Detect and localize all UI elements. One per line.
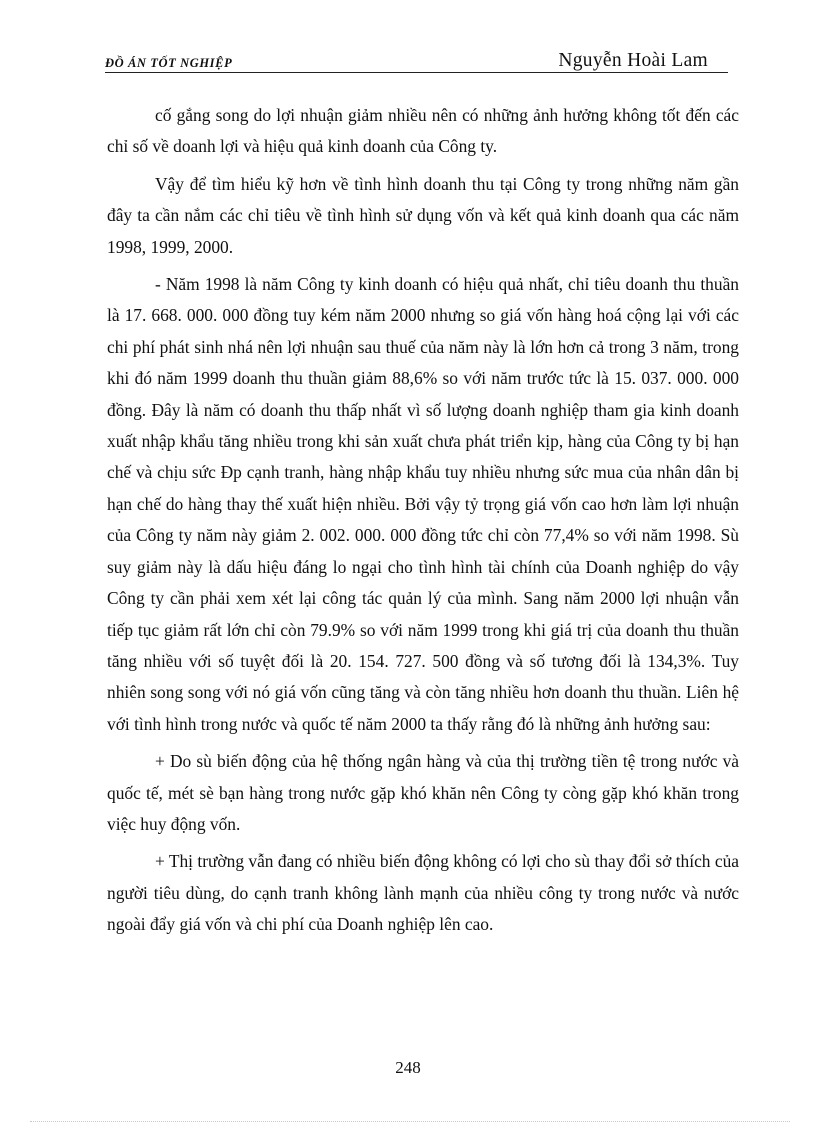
page-header <box>105 44 728 73</box>
paragraph-4: + Do sù biến động của hệ thống ngân hàng và của thị trường tiền tệ trong nước và quốc tế, mét sè bạn hàng trong nước gặp khó khăn nên Công ty còng gặp khó khăn trong việc huy động vốn. <box>107 751 739 834</box>
paragraph-5: + Thị trường vẫn đang có nhiều biến động không có lợi cho sù thay đổi sở thích của người tiêu dùng, do cạnh tranh không lành mạnh của nhiều công ty trong nước và nước ngoài đẩy giá vốn và chi phí của Doanh nghiệp lên cao. <box>107 851 739 935</box>
paragraph-3: - Năm 1998 là năm Công ty kinh doanh có hiệu quả nhất, chỉ tiêu doanh thu thuần là 17. 668. 000. 000 đồng tuy kém năm 2000 nhưng so giá vốn hàng hoá cộng lại với các chi phí phát sinh nhá nên lợi nhuận sau thuế của năm này là lớn hơn cả trong 3 năm, trong khi đó năm 1999 doanh thu thuần giảm 88,6% so với năm trước tức là 15. 037. 000. 000 đồng. Đây là năm có doanh thu thấp nhất vì số lượng doanh nghiệp tham gia kinh doanh xuất nhập khẩu tăng nhiều trong khi sản xuất chưa phát triển kịp, hàng của Công ty bị hạn chế và chịu sức Đp cạnh tranh, hàng nhập khẩu tuy nhiều nhưng sức mua của nhân dân bị hạn chế do hàng thay thế xuất hiện nhiều. Bởi vậy tỷ trọng giá vốn cao hơn làm lợi nhuận của Công ty năm này giảm 2. 002. 000. 000 đồng tức chỉ còn 77,4% so với năm 1998. Sù suy giảm này là dấu hiệu đáng lo ngại cho tình hình tài chính của Doanh nghiệp do vậy Công ty cần phải xem xét lại công tác quản lý của mình. Sang năm 2000 lợi nhuận vẫn tiếp tục giảm rất lớn chỉ còn 79.9% so với năm 1999 trong khi giá trị của doanh thu thuần tăng nhiều với số tuyệt đối là 20. 154. 727. 500 đồng và số tương đối là 134,3%. Tuy nhiên song song với nó giá vốn cũng tăng và còn tăng nhiều hơn doanh thu thuần. Liên hệ với tình hình trong nước và quốc tế năm 2000 ta thấy rằng đó là những ảnh hưởng sau: <box>107 274 739 734</box>
paragraph-2: Vậy để tìm hiểu kỹ hơn về tình hình doanh thu tại Công ty trong những năm gần đây ta cần nắm các chỉ tiêu về tình hình sử dụng vốn và kết quả kinh doanh qua các năm 1998, 1999, 2000. <box>107 173 739 257</box>
header-author-name: Nguyễn Hoài Lam <box>558 50 708 71</box>
paragraph-1: cố gắng song do lợi nhuận giảm nhiều nên có những ảnh hưởng không tốt đến các chỉ số về doanh lợi và hiệu quả kinh doanh của Công ty. <box>107 105 739 157</box>
page-number: 248 <box>395 1058 421 1077</box>
body-text <box>107 100 739 947</box>
page-bottom-divider <box>30 1121 790 1122</box>
header-thesis-title: ĐỒ ÁN TỐT NGHIỆP <box>105 56 233 70</box>
